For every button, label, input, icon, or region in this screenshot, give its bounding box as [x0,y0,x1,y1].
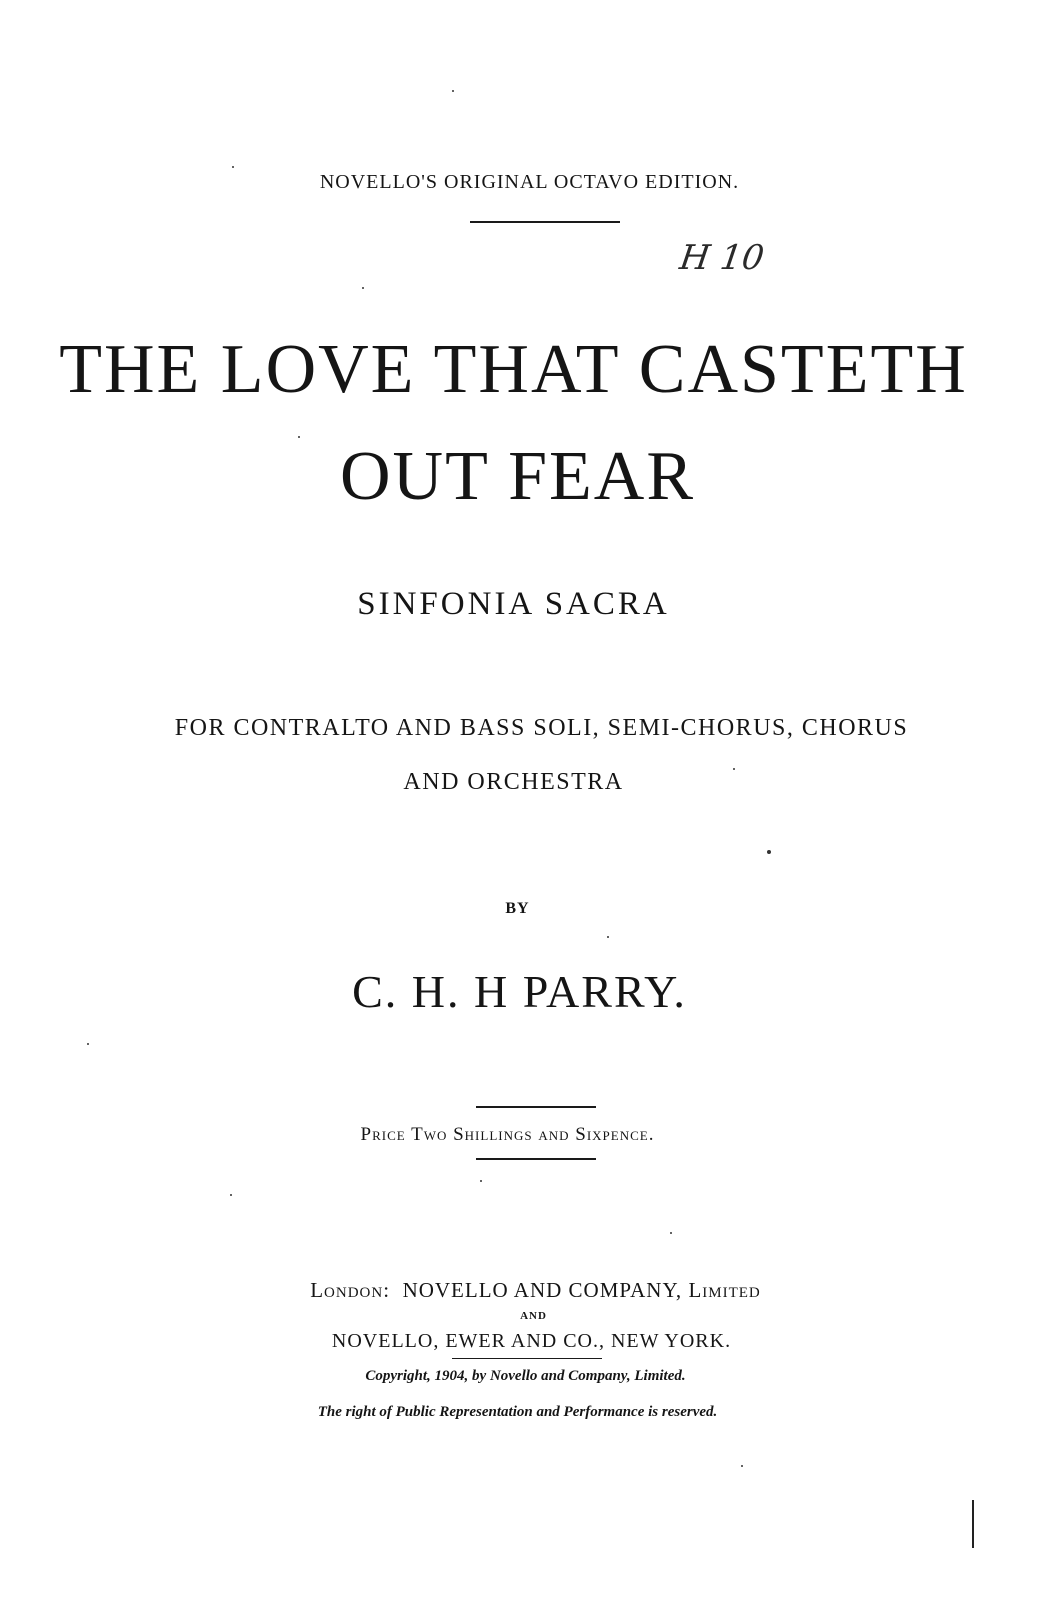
speck [452,90,454,92]
imprint-publisher: NOVELLO AND COMPANY, [402,1278,683,1302]
composer-name: C. H. H PARRY. [352,966,687,1017]
speck [741,1465,743,1467]
speck [298,436,300,438]
margin-mark [972,1500,974,1548]
speck [87,1043,89,1045]
imprint-new-york: NOVELLO, EWER AND CO., NEW YORK. [331,1330,732,1352]
copyright-line: Copyright, 1904, by Novello and Company, Limited. [365,1368,686,1384]
imprint-rule [452,1358,602,1359]
edition-rule [470,221,620,223]
subtitle: SINFONIA SACRA [357,586,670,622]
imprint-and: AND [520,1310,547,1322]
handwritten-note: H 10 [677,238,767,278]
by-label: BY [505,900,530,917]
speck [733,768,735,770]
title-line-2: OUT FEAR [339,438,696,515]
imprint-london [6,1278,1059,1303]
speck [362,287,364,289]
speck [230,1194,232,1196]
scoring-line-1: FOR CONTRALTO AND BASS SOLI, SEMI-CHORUS, CHORUS [174,715,909,741]
price-rule-bottom [476,1158,596,1160]
speck [480,1180,482,1182]
speck [232,166,234,168]
price-rule-top [476,1106,596,1108]
price-line: Price Two Shillings and Sixpence. [360,1124,655,1145]
speck [767,850,771,854]
edition-line: NOVELLO'S ORIGINAL OCTAVO EDITION. [319,171,740,193]
speck [607,936,609,938]
rights-line: The right of Public Representation and Performance is reserved. [317,1404,718,1420]
speck [670,1232,672,1234]
imprint-city: London: [310,1278,391,1302]
title-line-1: THE LOVE THAT CASTETH [59,331,968,408]
imprint-limited: Limited [688,1278,761,1302]
scoring-line-2: AND ORCHESTRA [403,769,624,795]
